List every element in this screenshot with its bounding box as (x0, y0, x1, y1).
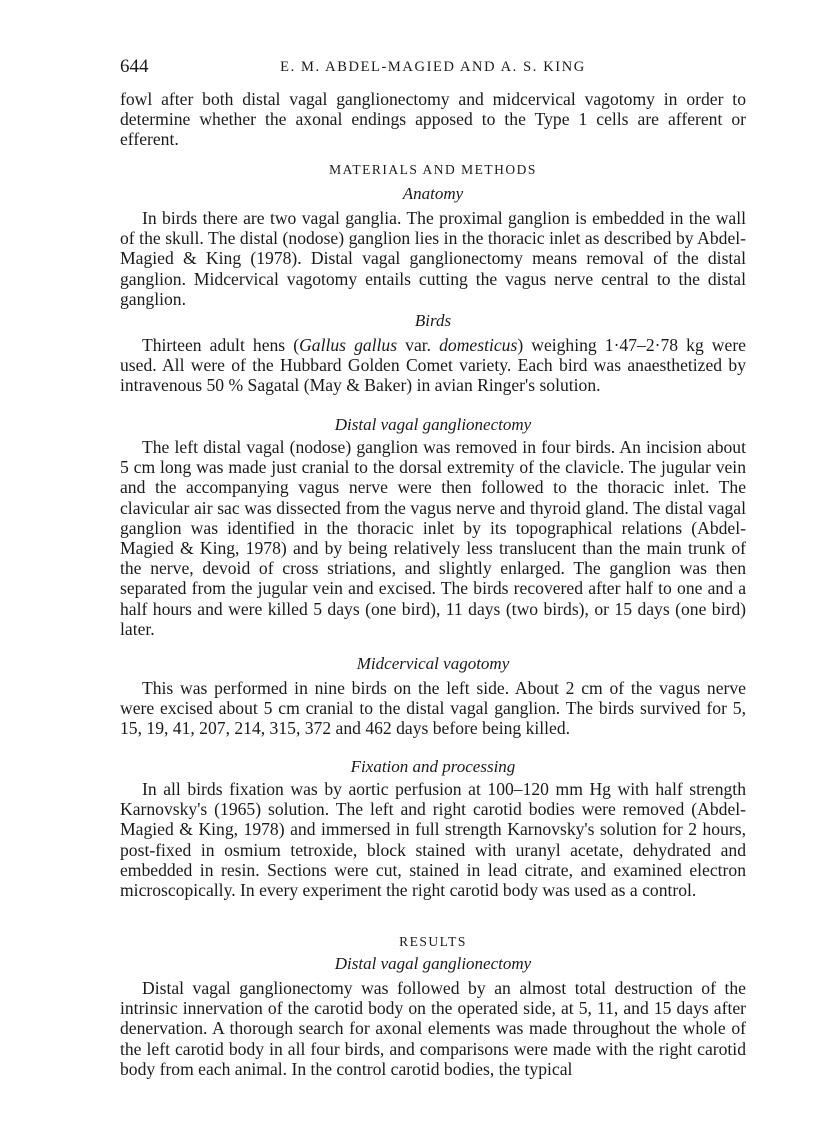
vagotomy-paragraph: This was performed in nine birds on the left side. About 2 cm of the vagus nerve were excised about 5 cm cranial to the distal vagal ganglion. The birds survived for 5, 15, 19, 41, 207, 214, 315, 372 and 462 days before being killed. (120, 678, 746, 739)
fixation-paragraph: In all birds fixation was by aortic perfusion at 100–120 mm Hg with half strength Karnovsky's (1965) solution. The left and right carotid bodies were removed (Abdel-Magied & King, 1978) and immersed in full strength Karnovsky's solution for 2 hours, post-fixed in osmium tetroxide, block stained with uranyl acetate, dehydrated and embedded in resin. Sections were cut, stained in lead citrate, and examined electron microscopically. In every experiment the right carotid body was used as a control. (120, 779, 746, 901)
subheading-anatomy: Anatomy (402, 184, 464, 203)
page-number: 644 (120, 56, 149, 77)
page-header (120, 56, 746, 84)
anatomy-paragraph: In birds there are two vagal ganglia. The proximal ganglion is embedded in the wall of the skull. The distal (nodose) ganglion lies in the thoracic inlet as described by Abdel-Magied & King (1978). Distal vagal ganglionectomy means removal of the distal ganglion. Midcervical vagotomy entails cutting the vagus nerve central to the distal ganglion. (120, 208, 746, 309)
subheading-distal-vagal-ganglionectomy: Distal vagal ganglionectomy (334, 415, 532, 434)
section-heading-materials-methods: MATERIALS AND METHODS (329, 162, 537, 177)
subheading-fixation-processing: Fixation and processing (350, 757, 516, 776)
intro-paragraph: fowl after both distal vagal ganglionectomy and midcervical vagotomy in order to determine whether the axonal endings apposed to the Type 1 cells are afferent or efferent. (120, 89, 746, 150)
subheading-results-ganglionectomy: Distal vagal ganglionectomy (334, 954, 532, 973)
running-head: E. M. ABDEL-MAGIED AND A. S. KING (280, 59, 586, 75)
subheading-birds: Birds (414, 311, 452, 330)
section-heading-results: RESULTS (399, 934, 467, 949)
subheading-midcervical-vagotomy: Midcervical vagotomy (356, 654, 510, 673)
ganglionectomy-paragraph: The left distal vagal (nodose) ganglion was removed in four birds. An incision about 5 cm long was made just cranial to the dorsal extremity of the clavicle. The jugular vein and the accompanying vagus nerve were then followed to the thoracic inlet. The clavicular air sac was dissected from the vagus nerve and thyroid gland. The distal vagal ganglion was identified in the thoracic inlet by its topographical relations (Abdel-Magied & King, 1978) and by being relatively less translucent than the main trunk of the nerve, devoid of cross striations, and slightly enlarged. The ganglion was then separated from the jugular vein and excised. The birds recovered after half to one and a half hours and were killed 5 days (one bird), 11 days (two birds), or 15 days (one bird) later. (120, 437, 746, 639)
birds-paragraph: Thirteen adult hens (Gallus gallus var. domesticus) weighing 1·47–2·78 kg were used. All were of the Hubbard Golden Comet variety. Each bird was anaesthetized by intravenous 50 % Sagatal (May & Baker) in avian Ringer's solution. (120, 335, 746, 396)
results-paragraph: Distal vagal ganglionectomy was followed by an almost total destruction of the intrinsic innervation of the carotid body on the operated side, at 5, 11, and 15 days after denervation. A thorough search for axonal elements was made throughout the whole of the left carotid body in all four birds, and comparisons were made with the right carotid body from each animal. In the control carotid bodies, the typical (120, 978, 746, 1079)
